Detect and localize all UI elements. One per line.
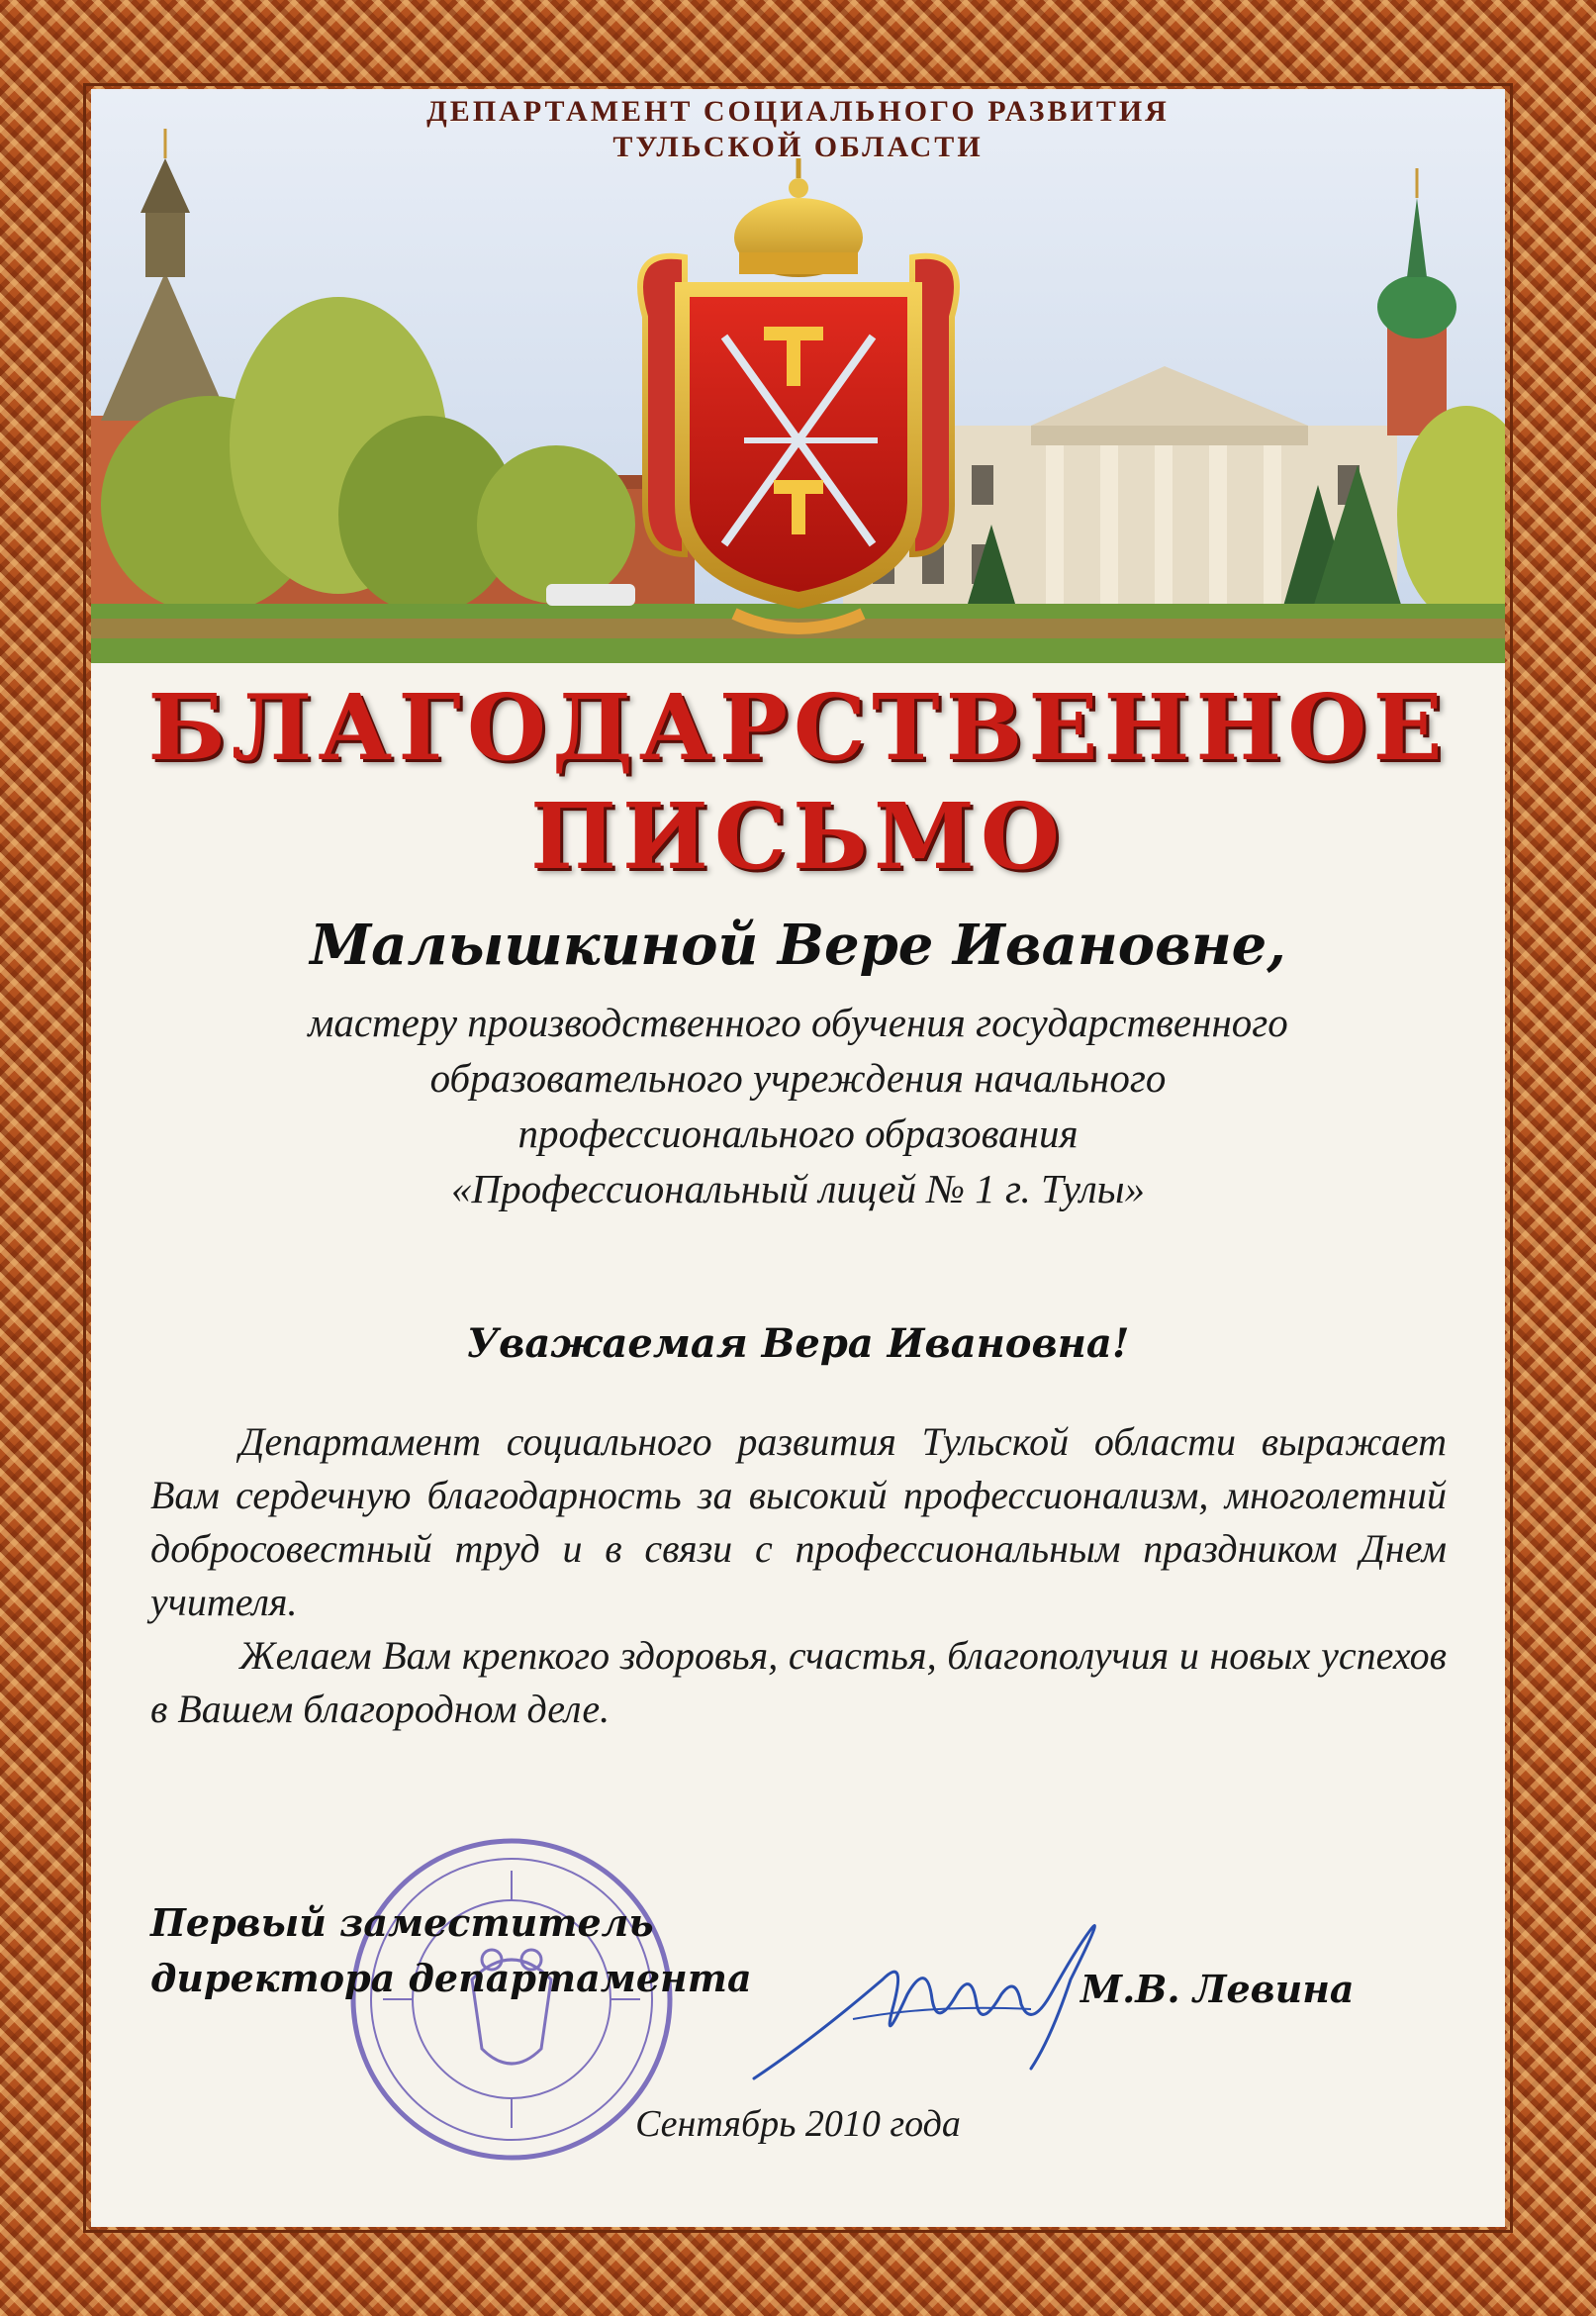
letter-date: Сентябрь 2010 года <box>635 2103 961 2145</box>
signer-name: М.В. Левина <box>1080 1967 1355 2011</box>
department-line-2: ТУЛЬСКОЙ ОБЛАСТИ <box>612 131 984 163</box>
body-paragraph: Департамент социального развития Тульской области выражает Вам сердечную благодарность за высокий профессионализм, многолетний добросовестный труд и в связи с профессиональным праздником Днем учителя. <box>150 1419 1447 1624</box>
body-paragraph: Желаем Вам крепкого здоровья, счастья, благополучия и новых успехов в Вашем благородном деле. <box>150 1633 1447 1731</box>
letter-sheet <box>91 89 1505 2227</box>
handwritten-signature <box>734 1900 1189 2098</box>
kremlin-landscape-image <box>91 89 1505 663</box>
recipient-name: Малышкиной Вере Ивановне, <box>310 913 1286 978</box>
letter-body <box>150 1415 1447 1736</box>
department-name <box>91 94 1505 165</box>
signer-title-line-2: директора департамента <box>150 1956 752 2000</box>
position-line: «Профессиональный лицей № 1 г. Тулы» <box>450 1166 1146 1211</box>
recipient-position <box>170 995 1426 1216</box>
signer-title-line-1: Первый заместитель <box>150 1900 654 1945</box>
department-line-1: ДЕПАРТАМЕНТ СОЦИАЛЬНОГО РАЗВИТИЯ <box>426 95 1170 128</box>
position-line: мастеру производственного обучения государственного <box>308 1000 1288 1045</box>
position-line: образовательного учреждения начального <box>429 1055 1167 1101</box>
letter-title: БЛАГОДАРСТВЕННОЕ ПИСЬМО <box>147 674 1449 890</box>
position-line: профессионального образования <box>517 1110 1079 1156</box>
greeting: Уважаемая Вера Ивановна! <box>466 1320 1130 1367</box>
signer-title <box>150 1895 764 2006</box>
header-illustration <box>91 89 1505 663</box>
